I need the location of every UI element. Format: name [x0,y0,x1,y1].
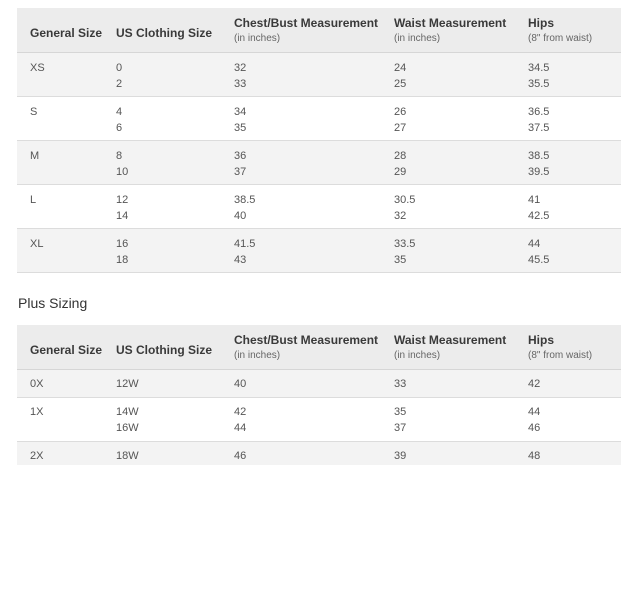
cell-hips: 42 [527,369,621,397]
header-us-clothing-size: US Clothing Size [115,325,233,369]
table-row [17,397,621,441]
cell-general-size: 0X [17,369,115,397]
cell-general-size: L [30,193,37,206]
table-row [17,441,621,465]
cell-us-size: 16 18 [115,228,233,272]
cell-general-size: XS [17,52,115,96]
cell-general-size: M [17,140,115,184]
cell-waist: 33 [393,369,527,397]
cell-us-size: 14W 16W [116,405,139,434]
cell-us-size: 18W [115,441,233,465]
cell-chest: 38.5 40 [234,193,256,222]
cell-chest: 42 44 [234,405,247,434]
cell-waist: 33.5 35 [393,228,527,272]
cell-us-size: 8 10 [115,140,233,184]
header-hips: Hips (8" from waist) [527,8,621,52]
table-row [17,52,621,96]
cell-us-size: 4 6 [116,105,123,134]
cell-hips: 44 46 [528,405,541,434]
cell-chest: 40 [233,369,393,397]
cell-waist: 30.5 32 [394,193,416,222]
cell-chest: 46 [233,441,393,465]
table-row [17,96,621,140]
cell-chest: 41.5 43 [233,228,393,272]
plus-size-table [17,325,621,465]
table-header-row [17,8,621,52]
header-hips: Hips (8" from waist) [527,325,621,369]
header-general-size: General Size [17,8,115,52]
cell-chest: 34 35 [234,105,247,134]
cell-us-size: 12W [115,369,233,397]
table-row [17,184,621,228]
header-chest-bust: Chest/Bust Measurement (in inches) [233,8,393,52]
cell-waist: 39 [393,441,527,465]
plus-sizing-heading: Plus Sizing [18,295,88,311]
cell-general-size: S [30,105,38,118]
cell-general-size: 1X [30,405,44,418]
header-waist: Waist Measurement (in inches) [393,325,527,369]
table-row [17,369,621,397]
cell-waist: 26 27 [394,105,407,134]
cell-waist: 28 29 [393,140,527,184]
cell-general-size: XL [17,228,115,272]
table-row [17,228,621,272]
cell-hips: 48 [527,441,621,465]
header-waist: Waist Measurement (in inches) [393,8,527,52]
header-us-clothing-size: US Clothing Size [115,8,233,52]
cell-hips: 36.5 37.5 [528,105,550,134]
cell-hips: 38.5 39.5 [527,140,621,184]
cell-waist: 35 37 [394,405,407,434]
standard-size-table [17,8,621,273]
cell-waist: 24 25 [393,52,527,96]
table-row [17,140,621,184]
cell-general-size: 2X [17,441,115,465]
cell-us-size: 0 2 [115,52,233,96]
cell-us-size: 12 14 [116,193,129,222]
cell-chest: 32 33 [233,52,393,96]
cell-chest: 36 37 [233,140,393,184]
header-general-size: General Size [17,325,115,369]
cell-hips: 34.5 35.5 [527,52,621,96]
table-header-row [17,325,621,369]
header-chest-bust: Chest/Bust Measurement (in inches) [233,325,393,369]
cell-hips: 41 42.5 [528,193,550,222]
cell-hips: 44 45.5 [527,228,621,272]
